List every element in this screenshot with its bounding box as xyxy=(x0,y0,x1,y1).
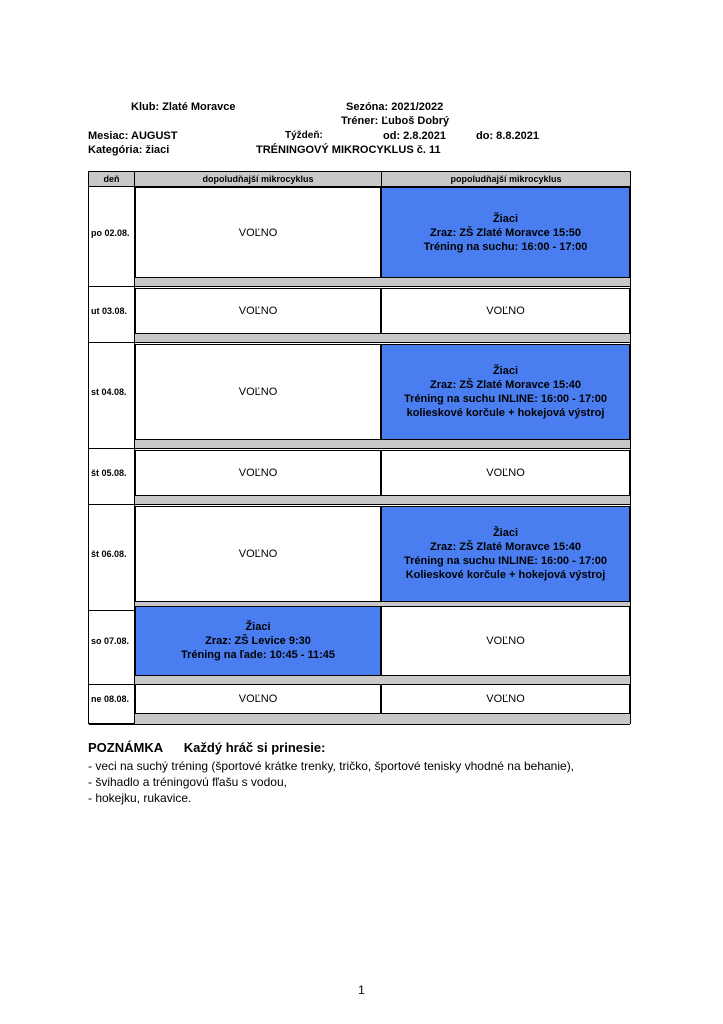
column-header-afternoon: popoludňajší mikrocyklus xyxy=(382,172,630,186)
week-from: od: 2.8.2021 xyxy=(383,130,446,142)
session-text: Tréning na suchu: 16:00 - 17:00 xyxy=(423,240,588,253)
afternoon-session-cell xyxy=(381,288,630,334)
coach-label: Tréner: Ľuboš Dobrý xyxy=(341,115,450,127)
day-label: ut 03.08. xyxy=(91,306,128,316)
category-label: Kategória: žiaci xyxy=(88,144,170,156)
session-text: Kolieskové korčule + hokejová výstroj xyxy=(405,569,606,581)
session-text: Žiaci xyxy=(492,527,519,539)
afternoon-session-cell xyxy=(381,684,630,714)
row-separator xyxy=(135,334,630,342)
day-label: so 07.08. xyxy=(91,636,130,646)
day-label: st 04.08. xyxy=(91,387,127,397)
afternoon-session-cell xyxy=(381,606,630,676)
page-number: 1 xyxy=(358,983,365,997)
session-text: Tréning na ľade: 10:45 - 11:45 xyxy=(180,649,336,661)
day-label: št 06.08. xyxy=(91,549,127,559)
week-label: Týždeň: xyxy=(285,130,323,141)
session-text: Žiaci xyxy=(492,365,519,377)
column-header-day: deň xyxy=(89,172,135,186)
session-text: VOĽNO xyxy=(238,305,278,317)
session-text: VOĽNO xyxy=(486,635,525,647)
row-separator xyxy=(135,676,630,684)
session-text: Zraz: ZŠ Zlaté Moravce 15:50 xyxy=(429,226,581,239)
day-label: št 05.08. xyxy=(91,468,127,478)
afternoon-session-cell xyxy=(381,506,630,602)
morning-session-cell xyxy=(135,506,381,602)
note-item: - švihadlo a tréningovú fľašu s vodou, xyxy=(88,775,287,789)
session-text: VOĽNO xyxy=(486,305,525,317)
row-separator xyxy=(135,278,630,286)
session-text: VOĽNO xyxy=(486,693,525,705)
session-text: Zraz: ZŠ Zlaté Moravce 15:40 xyxy=(429,379,581,391)
note-heading: Každý hráč si prinesie: xyxy=(183,740,326,755)
session-text: Tréning na suchu INLINE: 16:00 - 17:00 xyxy=(404,393,607,405)
club-label: Klub: Zlaté Moravce xyxy=(131,101,236,113)
row-separator xyxy=(135,496,630,504)
row-separator xyxy=(135,714,630,724)
session-text: Tréning na suchu INLINE: 16:00 - 17:00 xyxy=(404,555,607,567)
month-label: Mesiac: AUGUST xyxy=(88,130,178,142)
session-text: kolieskové korčule + hokejová výstroj xyxy=(406,407,605,419)
week-to: do: 8.8.2021 xyxy=(476,130,539,142)
session-text: VOĽNO xyxy=(238,548,278,560)
morning-session-cell xyxy=(135,288,381,334)
morning-session-cell xyxy=(135,684,381,714)
session-text: Žiaci xyxy=(492,212,519,225)
day-label: ne 08.08. xyxy=(91,694,130,704)
morning-session-cell xyxy=(135,187,381,278)
season-label: Sezóna: 2021/2022 xyxy=(346,101,444,113)
note-label: POZNÁMKA xyxy=(88,740,164,755)
session-text: VOĽNO xyxy=(238,226,278,239)
morning-session-cell xyxy=(135,344,381,440)
training-table xyxy=(88,171,631,724)
morning-session-cell xyxy=(135,606,381,676)
session-text: Žiaci xyxy=(245,621,271,633)
document-title: TRÉNINGOVÝ MIKROCYKLUS č. 11 xyxy=(256,144,441,156)
afternoon-session-cell xyxy=(381,450,630,496)
note-item: - hokejku, rukavice. xyxy=(88,791,192,805)
afternoon-session-cell xyxy=(381,344,630,440)
session-text: VOĽNO xyxy=(238,467,278,479)
session-text: VOĽNO xyxy=(486,467,525,479)
day-label: po 02.08. xyxy=(91,227,130,238)
afternoon-session-cell xyxy=(381,187,630,278)
morning-session-cell xyxy=(135,450,381,496)
note-item: - veci na suchý tréning (športové krátke trenky, tričko, športové tenisky vhodné na behanie), xyxy=(88,759,575,773)
row-separator xyxy=(135,440,630,448)
session-text: Zraz: ZŠ Levice 9:30 xyxy=(205,635,311,647)
session-text: VOĽNO xyxy=(238,693,278,705)
session-text: VOĽNO xyxy=(238,386,278,398)
column-header-morning: dopoludňajší mikrocyklus xyxy=(135,172,382,186)
session-text: Zraz: ZŠ Zlaté Moravce 15:40 xyxy=(429,541,581,553)
note-heading-line xyxy=(88,740,325,756)
